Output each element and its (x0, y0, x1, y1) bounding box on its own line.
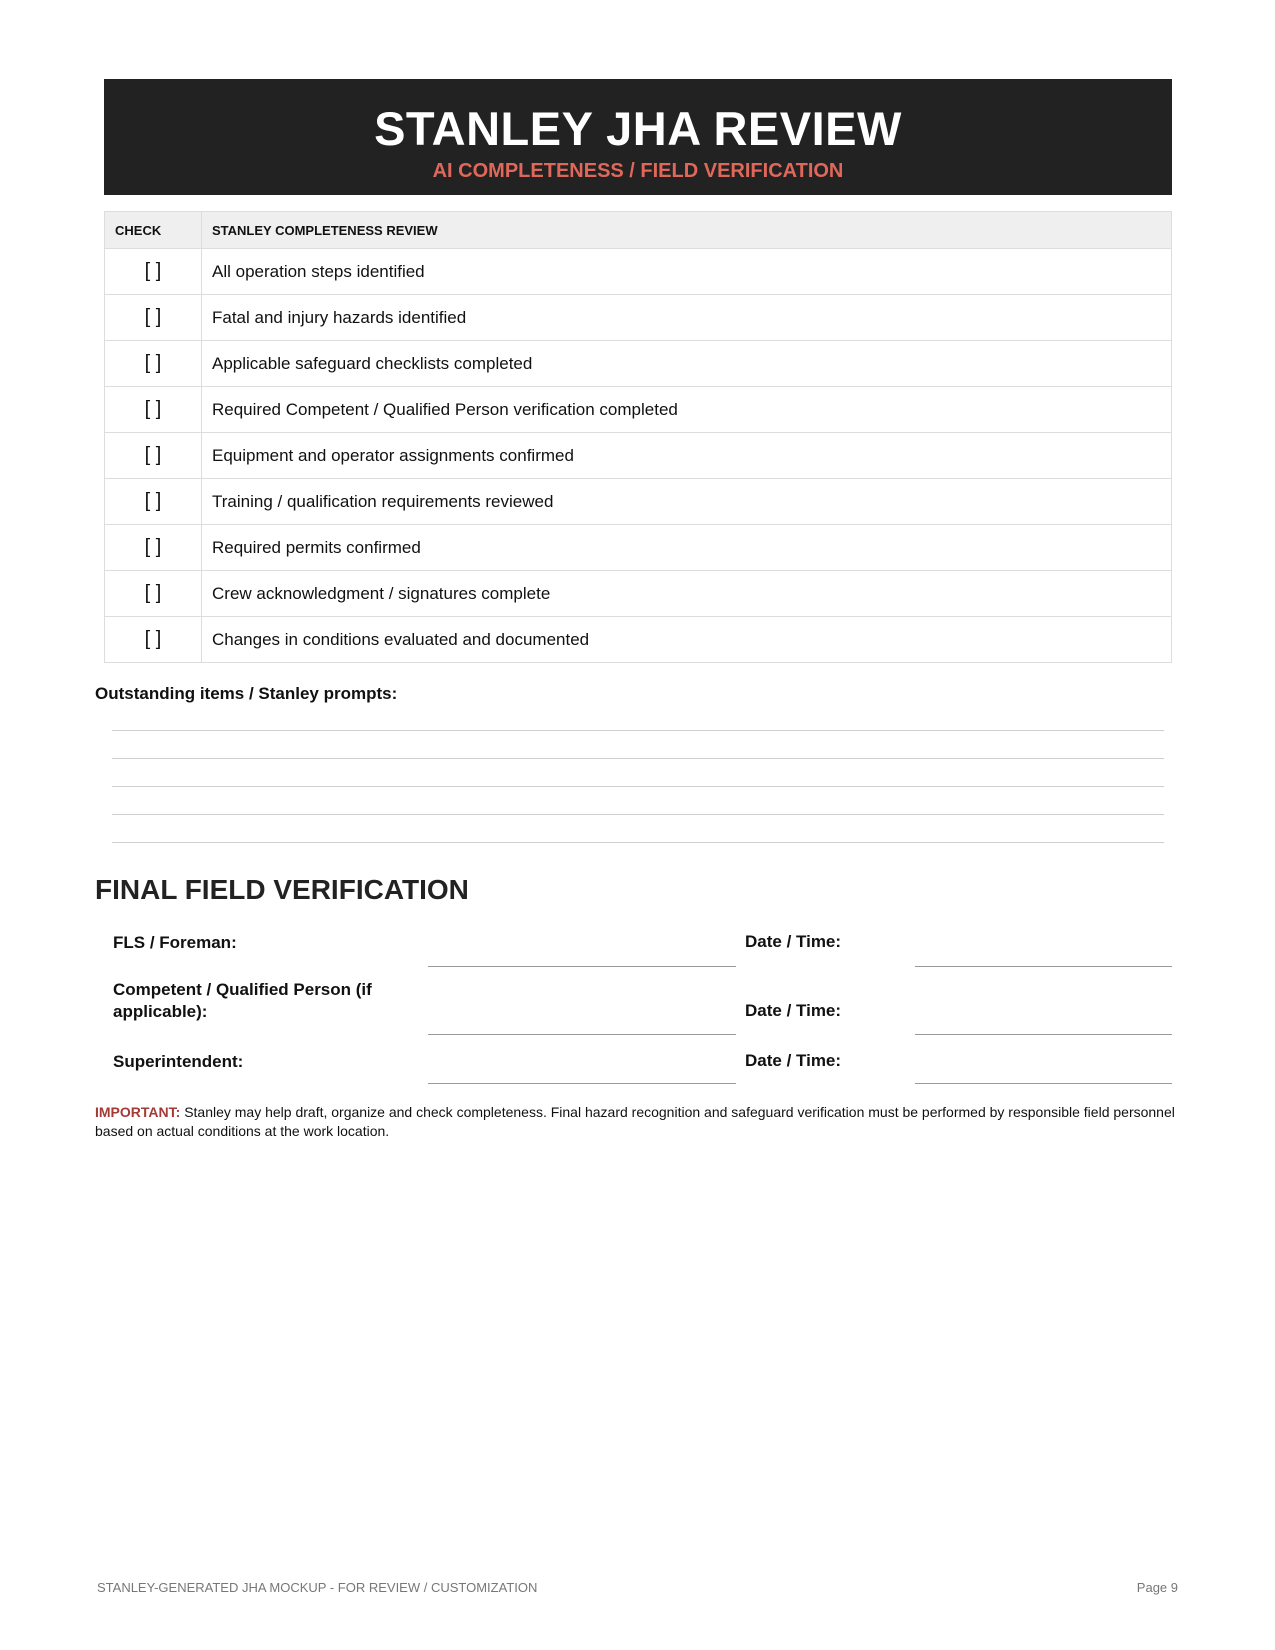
table-header-row (105, 212, 1172, 249)
check-item: All operation steps identified (202, 249, 1172, 295)
table-row (105, 249, 1172, 295)
signature-label: FLS / Foreman: (113, 933, 237, 952)
check-item: Required Competent / Qualified Person verification completed (202, 387, 1172, 433)
check-box[interactable]: [ ] (105, 479, 202, 525)
date-time-label: Date / Time: (745, 932, 842, 951)
column-header-review: STANLEY COMPLETENESS REVIEW (202, 212, 1172, 249)
check-box[interactable]: [ ] (105, 525, 202, 571)
check-item: Changes in conditions evaluated and documented (202, 617, 1172, 663)
table-row (105, 433, 1172, 479)
table-row (105, 479, 1172, 525)
signature-label: Competent / Qualified Person (if applicable): (113, 980, 372, 1021)
check-box[interactable]: [ ] (105, 387, 202, 433)
footer-disclaimer: STANLEY-GENERATED JHA MOCKUP - FOR REVIEW / CUSTOMIZATION (97, 1580, 538, 1595)
page-title: STANLEY JHA REVIEW (374, 102, 902, 155)
page-header (104, 79, 1172, 195)
signature-line[interactable] (428, 966, 736, 967)
check-box[interactable]: [ ] (105, 341, 202, 387)
write-in-line[interactable] (112, 759, 1164, 787)
date-time-line[interactable] (915, 966, 1172, 967)
date-time-line[interactable] (915, 1034, 1172, 1035)
check-item: Equipment and operator assignments confirmed (202, 433, 1172, 479)
table-row (105, 571, 1172, 617)
check-box[interactable]: [ ] (105, 295, 202, 341)
column-header-check: CHECK (105, 212, 202, 249)
important-notice (95, 1103, 1180, 1141)
final-verification-heading: FINAL FIELD VERIFICATION (95, 874, 469, 905)
table-row (105, 617, 1172, 663)
date-time-label: Date / Time: (745, 1001, 842, 1020)
completeness-table (104, 211, 1172, 663)
write-in-line[interactable] (112, 787, 1164, 815)
table-row (105, 295, 1172, 341)
page-subtitle: AI COMPLETENESS / FIELD VERIFICATION (432, 160, 844, 182)
signature-line[interactable] (428, 1083, 736, 1084)
signature-line[interactable] (428, 1034, 736, 1035)
check-item: Fatal and injury hazards identified (202, 295, 1172, 341)
write-in-line[interactable] (112, 731, 1164, 759)
check-item: Training / qualification requirements reviewed (202, 479, 1172, 525)
table-row (105, 387, 1172, 433)
date-time-label: Date / Time: (745, 1051, 842, 1070)
check-item: Required permits confirmed (202, 525, 1172, 571)
check-box[interactable]: [ ] (105, 249, 202, 295)
page-number: Page 9 (1136, 1580, 1178, 1595)
table-row (105, 341, 1172, 387)
date-time-line[interactable] (915, 1083, 1172, 1084)
important-text: Stanley may help draft, organize and check completeness. Final hazard recognition and safeguard verification must be performed by responsible field personnel based on actual conditions at the work location. (95, 1104, 1175, 1139)
important-label: IMPORTANT: (95, 1104, 181, 1120)
outstanding-items-label: Outstanding items / Stanley prompts: (95, 684, 398, 703)
check-box[interactable]: [ ] (105, 433, 202, 479)
signature-label: Superintendent: (113, 1052, 244, 1071)
check-item: Applicable safeguard checklists completed (202, 341, 1172, 387)
check-box[interactable]: [ ] (105, 571, 202, 617)
write-in-line[interactable] (112, 815, 1164, 843)
check-box[interactable]: [ ] (105, 617, 202, 663)
check-item: Crew acknowledgment / signatures complete (202, 571, 1172, 617)
table-row (105, 525, 1172, 571)
outstanding-items-lines (112, 730, 1164, 843)
